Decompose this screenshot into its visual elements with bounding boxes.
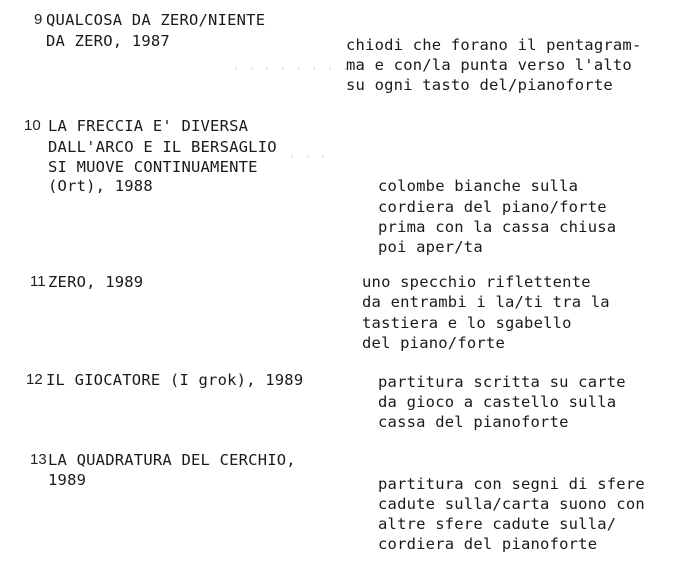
entry-description-line: uno specchio riflettente	[362, 273, 591, 291]
entry-title-line: SI MUOVE CONTINUAMENTE	[48, 158, 258, 176]
entry-description-line: ma e con/la punta verso l'alto	[346, 56, 632, 74]
entry-description-line: del piano/forte	[362, 334, 505, 352]
entry-description-line: da entrambi i la/ti tra la	[362, 293, 610, 311]
entry-title-line: LA FRECCIA E' DIVERSA	[48, 117, 249, 135]
entry-description-line: partitura scritta su carte	[378, 373, 626, 391]
entry-title-line: 1989	[48, 471, 87, 489]
entry-title-line: QUALCOSA DA ZERO/NIENTE	[46, 11, 266, 29]
entry-title-line: LA QUADRATURA DEL CERCHIO,	[48, 451, 296, 469]
entry-description-line: colombe bianche sulla	[378, 177, 579, 195]
entry-description-line: cadute sulla/carta suono con	[378, 495, 645, 513]
show-through-marks: · · ·	[288, 150, 328, 165]
entry-description-line: poi aper/ta	[378, 238, 483, 256]
entry-description-line: da gioco a castello sulla	[378, 393, 617, 411]
entry-description-line: cordiera del piano/forte	[378, 198, 607, 216]
entry-number: 11	[30, 273, 46, 290]
entry-title-line: ZERO, 1989	[48, 273, 144, 291]
entry-description-line: su ogni tasto del/pianoforte	[346, 76, 613, 94]
entry-description-line: cassa del pianoforte	[378, 413, 569, 431]
entry-number: 13	[30, 451, 47, 468]
entry-number: 12	[26, 371, 43, 388]
entry-title-line: (Ort), 1988	[48, 177, 153, 195]
entry-title-line: DALL'ARCO E IL BERSAGLIO	[48, 138, 277, 156]
entry-description-line: chiodi che forano il pentagram-	[346, 36, 642, 54]
entry-description-line: partitura con segni di sfere	[378, 475, 645, 493]
entry-number: 9	[34, 11, 43, 28]
entry-description-line: altre sfere cadute sulla/	[378, 515, 617, 533]
entry-description-line: cordiera del pianoforte	[378, 535, 598, 553]
show-through-marks: · · · · · · · · · ·	[232, 62, 381, 77]
entry-number: 10	[24, 117, 41, 134]
entry-title-line: IL GIOCATORE (I grok), 1989	[46, 371, 304, 389]
entry-description-line: tastiera e lo sgabello	[362, 314, 572, 332]
entry-description-line: prima con la cassa chiusa	[378, 218, 617, 236]
entry-title-line: DA ZERO, 1987	[46, 32, 170, 50]
